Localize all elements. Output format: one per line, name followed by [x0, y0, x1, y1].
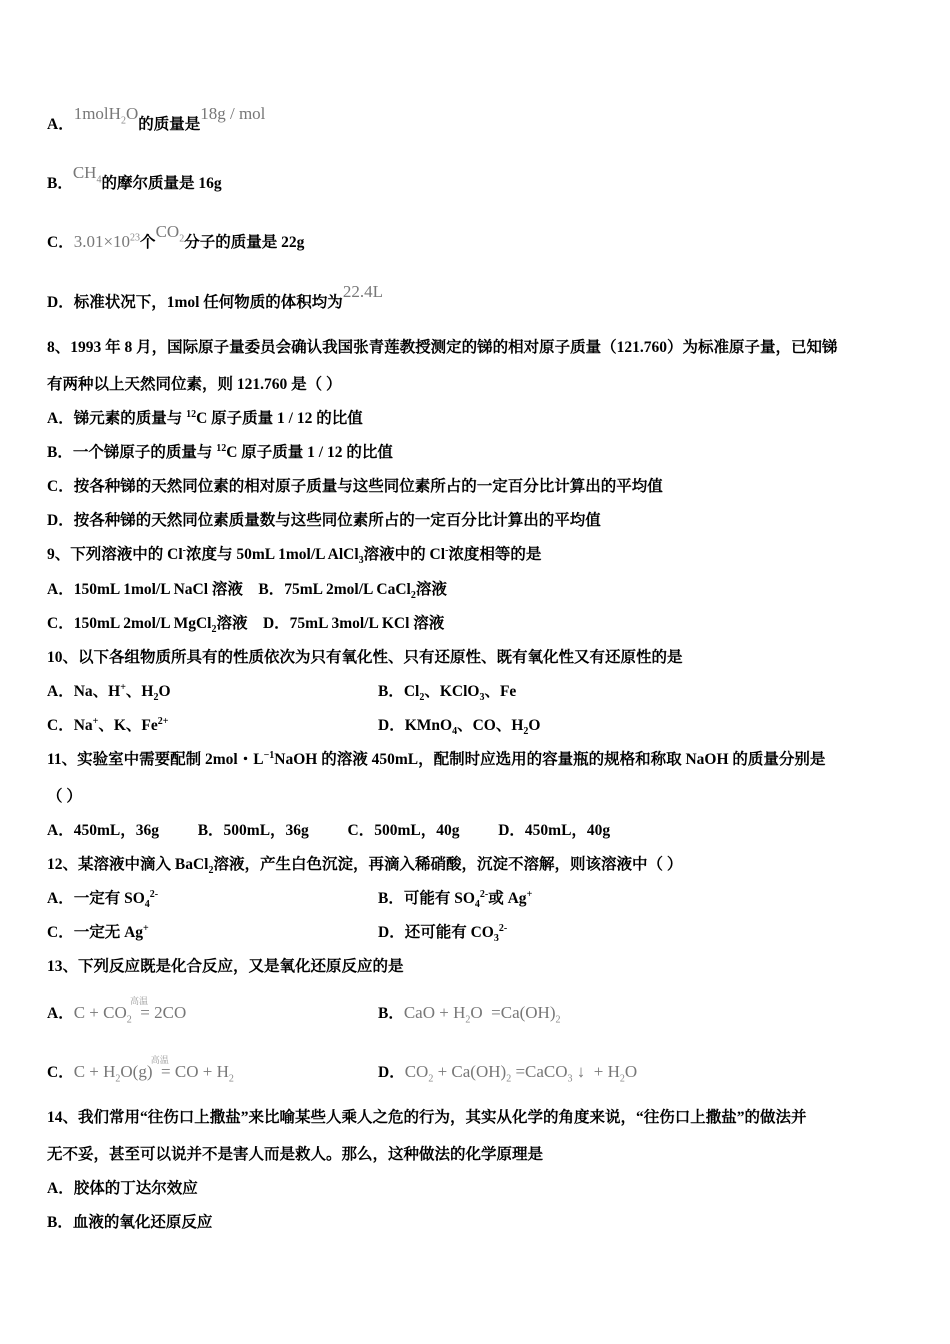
equation-c: $C + H_2O(g) ^{高温}$ = CO + $H_2$ [73, 1055, 234, 1085]
q11-stem-line1: 11、实验室中需要配制 2mol・$L^{-1}NaOH$ 的溶液 450mL，配制时应选用的容量瓶的规格和称取 NaOH 的质量分别是 [47, 749, 826, 768]
q14-option-a: A．胶体的丁达尔效应 [47, 1180, 198, 1197]
formula-avogadro: $3.01\times 10^{23}$ [73, 232, 141, 251]
q14-option-b: B．血液的氧化还原反应 [47, 1214, 213, 1231]
q8-stem-line1: 8、1993 年 8 月，国际原子量委员会确认我国张青莲教授测定的锑的相对原子质量（121.760）为标准原子量，已知锑 [47, 339, 838, 356]
q8-stem-line2: 有两种以上天然同位素，则 121.760 是（ ） [47, 376, 342, 393]
q8-option-b: B．一个锑原子的质量与 $^{12}$C 原子质量 1 / 12 的比值 [47, 442, 393, 461]
formula-ch4: $CH_4$ [72, 163, 102, 186]
q11-options: A．450mL，36g B．500mL，36g C．500mL，40g D．450mL，40g [47, 822, 611, 839]
q10-option-c: C．Na+、K、$Fe^{2+}$ [47, 715, 169, 734]
formula-18g-mol: 18g / mol [200, 104, 266, 123]
q12-option-d: D．还可能有 $CO_3^{2-}$ [378, 922, 508, 945]
q7-option-a: A．1molH$_2$O的质量是18g / mol [47, 104, 266, 133]
equation-d: $CO_2 + Ca(OH)_2$ =CaCO$_3$ ↓ + $H_2O$ [404, 1062, 638, 1085]
q12-option-c: C．一定无 Ag+ [47, 922, 149, 941]
q13-option-b: B．CaO + $H_2O =Ca(OH)_2$ [378, 1003, 561, 1026]
q12-option-a: A．一定有 $SO_4^{2-}$ [47, 888, 159, 911]
q10-option-d: D．KMnO$_4$、CO、$H_2O$ [378, 717, 541, 738]
q11-stem-line2: （ ） [47, 788, 82, 805]
q13-option-c: C．$C + H_2O(g) ^{高温}$ = CO + $H_2$ [47, 1055, 234, 1085]
q13-option-a: A．$C + CO_2$ $^{高温}$ = 2CO [47, 996, 187, 1026]
q10-option-a: A．Na、H+、$H_2O$ [47, 681, 171, 704]
q8-option-c: C．按各种锑的天然同位素的相对原子质量与这些同位素所占的一定百分比计算出的平均值 [47, 478, 663, 495]
q9-stem: 9、下列溶液中的 Cl-浓度与 50mL 1mol/L AlCl$_3$溶液中的 Cl-浓度相等的是 [47, 544, 542, 567]
formula-co2: $CO_2$ [155, 222, 185, 245]
q14-stem-line1: 14、我们常用“往伤口上撒盐”来比喻某些人乘人之危的行为，其实从化学的角度来说，“往伤口上撒盐”的做法并 [47, 1109, 807, 1126]
q12-option-b: B．可能有 $SO_4^{2-}$或 Ag+ [378, 888, 533, 911]
q13-option-d: D．$CO_2 + Ca(OH)_2$ =CaCO$_3$ ↓ + $H_2O$ [378, 1062, 638, 1085]
q7-option-c: C．$3.01\times 10^{23}$个$CO_2$分子的质量是 22g [47, 222, 305, 251]
q8-option-d: D．按各种锑的天然同位素质量数与这些同位素所占的一定百分比计算出的平均值 [47, 512, 601, 529]
equation-a: $C + CO_2$ $^{高温}$ = 2CO [73, 996, 187, 1026]
q7-option-d: D．标准状况下，1mol 任何物质的体积均为22.4L [47, 282, 383, 311]
q7-option-b: B．$CH_4$的摩尔质量是 16g [47, 163, 222, 192]
q9-options-cd: C．150mL 2mol/L MgCl$_2$溶液 D．75mL 3mol/L KCl 溶液 [47, 615, 445, 636]
q10-stem: 10、以下各组物质所具有的性质依次为只有氧化性、只有还原性、既有氧化性又有还原性的是 [47, 649, 683, 666]
q8-option-a: A．锑元素的质量与 $^{12}$C 原子质量 1 / 12 的比值 [47, 408, 363, 427]
formula-1mol-h2o: 1molH$_2$O [73, 104, 139, 127]
q10-option-b: B．$Cl_2$、KClO$_3$、Fe [378, 683, 517, 704]
q14-stem-line2: 无不妥，甚至可以说并不是害人而是救人。那么，这种做法的化学原理是 [47, 1146, 544, 1163]
equation-b: CaO + $H_2O =Ca(OH)_2$ [403, 1003, 561, 1026]
q12-stem: 12、某溶液中滴入 BaCl$_2$溶液，产生白色沉淀，再滴入稀硝酸，沉淀不溶解，则该溶液中（ ） [47, 856, 683, 877]
q13-stem: 13、下列反应既是化合反应，又是氧化还原反应的是 [47, 958, 404, 975]
q9-options-ab: A．150mL 1mol/L NaCl 溶液 B．75mL 2mol/L CaCl$_2$溶液 [47, 581, 447, 602]
formula-22-4l: 22.4L [342, 282, 383, 301]
